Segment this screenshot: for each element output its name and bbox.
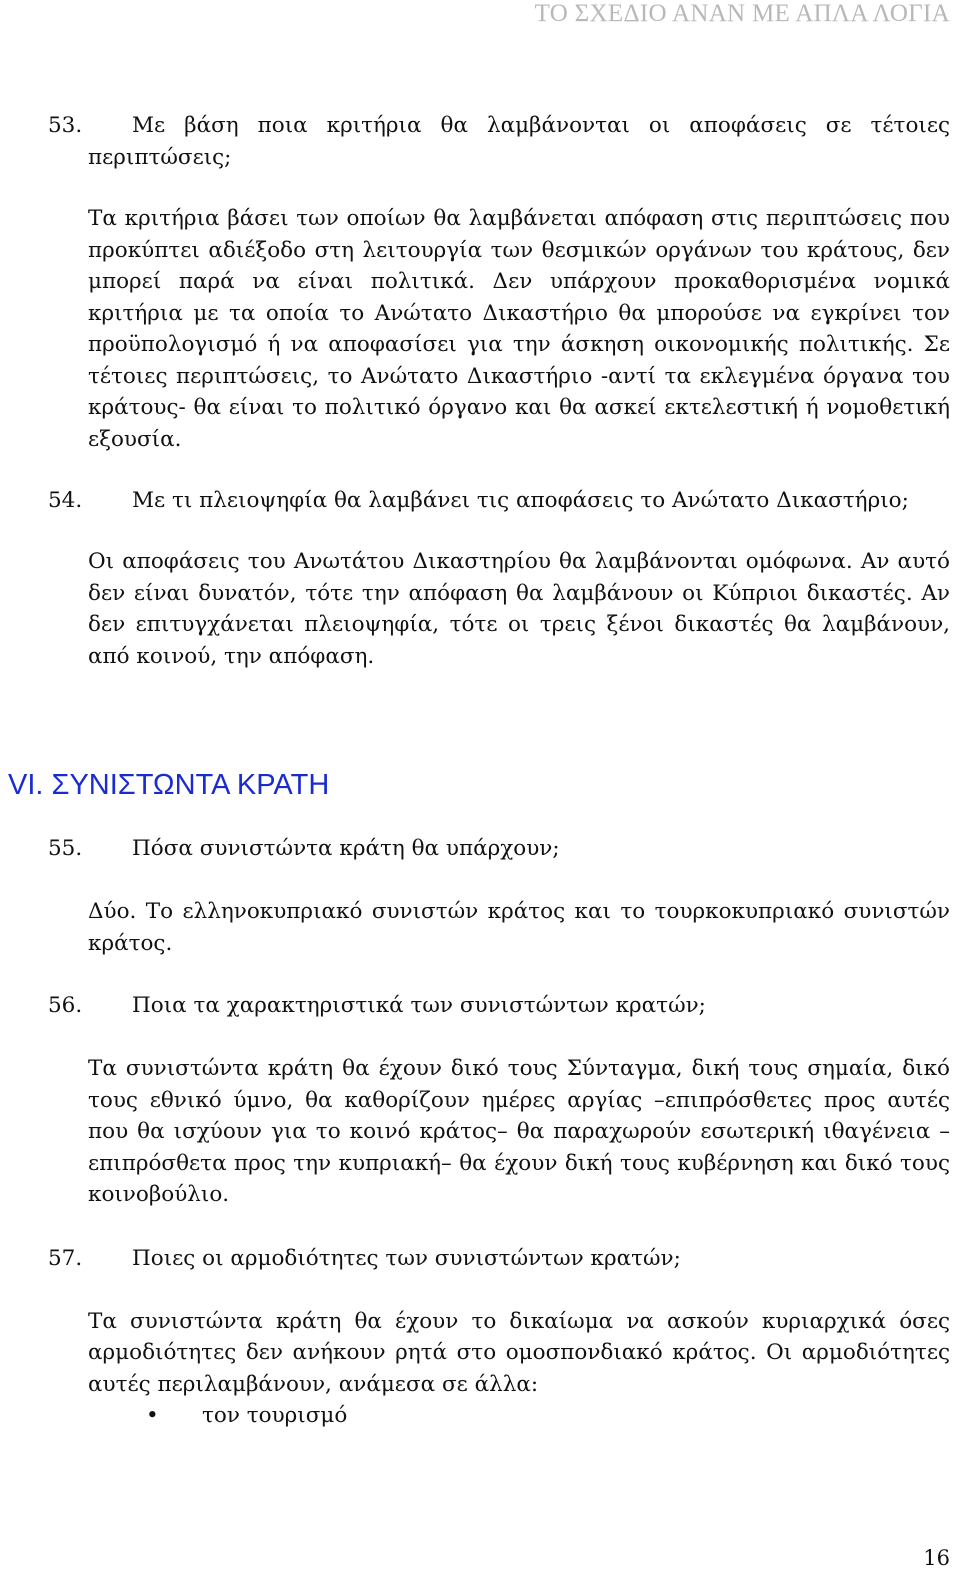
question-number: 54. xyxy=(48,488,83,513)
question-text: Πόσα συνιστώντα κράτη θα υπάρχουν; xyxy=(132,836,560,861)
question-54 xyxy=(0,485,960,517)
answer-55: Δύο. Το ελληνοκυπριακό συνιστών κράτος και το τουρκοκυπριακό συνιστών κράτος. xyxy=(88,899,950,956)
question-text: Με τι πλειοψηφία θα λαμβάνει τις αποφάσεις το Ανώτατο Δικαστήριο; xyxy=(132,488,909,513)
answer-56: Τα συνιστώντα κράτη θα έχουν δικό τους Σύνταγμα, δική τους σημαία, δικό τους εθνικό ύμνο, θα καθορίζουν ημέρες αργίας –επιπρόσθετες προς αυτές που θα ισχύουν για το κοινό κράτος– θα παραχωρούν εσωτερική ιθαγένεια –επιπρόσθετα προς την κυπριακή– θα έχουν δική τους κυβέρνηση και δικό τους κοινοβούλιο. xyxy=(88,1056,950,1207)
bullet-icon: • xyxy=(146,1403,159,1428)
question-number: 56. xyxy=(48,993,83,1018)
page-number: 16 xyxy=(923,1546,950,1570)
question-number: 57. xyxy=(48,1245,83,1271)
answer-57: Τα συνιστώντα κράτη θα έχουν το δικαίωμα να ασκούν κυριαρχικά όσες αρμοδιότητες δεν ανήκουν ρητά στο ομοσπονδιακό κράτος. Οι αρμοδιότητες αυτές περιλαμβάνουν, ανάμεσα σε άλλα: xyxy=(88,1308,950,1397)
document-body xyxy=(0,110,960,1432)
question-56 xyxy=(0,990,960,1022)
list-item-text: τον τουρισμό xyxy=(202,1403,348,1428)
running-header: ΤΟ ΣΧΕΔΙΟ ΑΝΑΝ ΜΕ ΑΠΛΑ ΛΟΓΙΑ xyxy=(534,0,950,27)
question-53 xyxy=(0,110,960,174)
section-heading: VI. ΣΥΝΙΣΤΩΝΤΑ ΚΡΑΤΗ xyxy=(8,769,330,801)
question-text: Με βάση ποια κριτήρια θα λαμβάνονται οι αποφάσεις σε τέτοιες περιπτώσεις; xyxy=(88,113,950,170)
answer-54: Οι αποφάσεις του Ανωτάτου Δικαστηρίου θα λαμβάνονται ομόφωνα. Αν αυτό δεν είναι δυνατόν, τότε την απόφαση θα λαμβάνουν οι Κύπριοι δικαστές. Αν δεν επιτυγχάνεται πλειοψηφία, τότε οι τρεις ξένοι δικαστές θα λαμβάνουν, από κοινού, την απόφαση. xyxy=(88,549,950,669)
question-number: 53. xyxy=(48,113,83,138)
question-text: Ποια τα χαρακτηριστικά των συνιστώντων κρατών; xyxy=(132,993,706,1018)
question-text: Ποιες οι αρμοδιότητες των συνιστώντων κρατών; xyxy=(132,1245,681,1271)
bullet-list xyxy=(0,1400,960,1432)
list-item xyxy=(0,1400,960,1432)
question-55 xyxy=(0,833,960,865)
question-57 xyxy=(0,1243,960,1275)
question-number: 55. xyxy=(48,836,83,861)
answer-53: Τα κριτήρια βάσει των οποίων θα λαμβάνεται απόφαση στις περιπτώσεις που προκύπτει αδιέξοδο στη λειτουργία των θεσμικών οργάνων του κράτους, δεν μπορεί παρά να είναι πολιτικά. Δεν υπάρχουν προκαθορισμένα νομικά κριτήρια με τα οποία το Ανώτατο Δικαστήριο θα μπορούσε να εγκρίνει τον προϋπολογισμό ή να αποφασίσει για την άσκηση οικονομικής πολιτικής. Σε τέτοιες περιπτώσεις, το Ανώτατο Δικαστήριο -αντί τα εκλεγμένα όργανα του κράτους- θα είναι το πολιτικό όργανο και θα ασκεί εκτελεστική ή νομοθετική εξουσία. xyxy=(88,206,950,452)
